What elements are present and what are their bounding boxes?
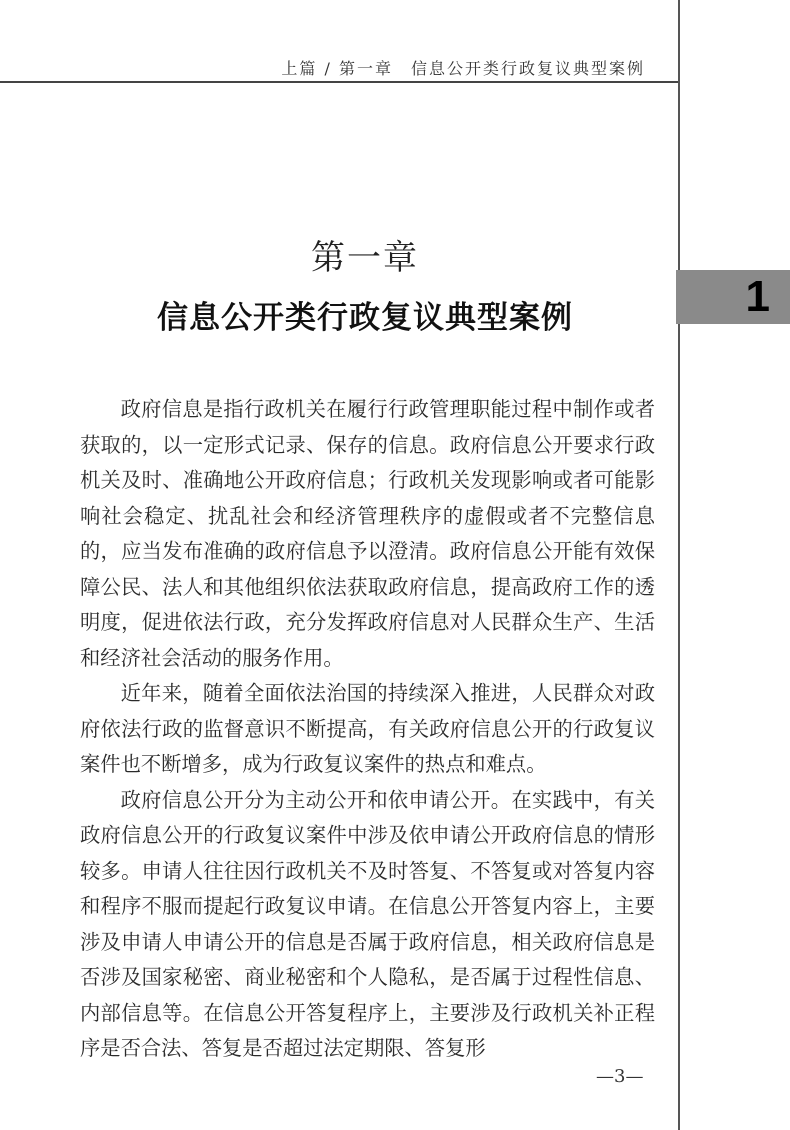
page-edge-line — [678, 0, 680, 1130]
chapter-label: 第一章 — [311, 238, 419, 278]
paragraph-3: 政府信息公开分为主动公开和依申请公开。在实践中，有关政府信息公开的行政复议案件中涉及依申请公开政府信息的情形较多。申请人往往因行政机关不及时答复、不答复或对答复内容和程序不服而提起行政复议申请。在信息公开答复内容上，主要涉及申请人申请公开的信息是否属于政府信息，相关政府信息是否涉及国家秘密、商业秘密和个人隐私，是否属于过程性信息、内部信息等。在信息公开答复程序上，主要涉及行政机关补正程序是否合法、答复是否超过法定期限、答复形 — [80, 787, 655, 1060]
page-number: —3— — [596, 1066, 644, 1087]
chapter-tab-number: 1 — [745, 272, 770, 321]
chapter-title: 信息公开类行政复议典型案例 — [157, 300, 573, 336]
paragraph-2: 近年来，随着全面依法治国的持续深入推进，人民群众对政府依法行政的监督意识不断提高，有关政府信息公开的行政复议案件也不断增多，成为行政复议案件的热点和难点。 — [80, 681, 655, 776]
body-text — [80, 392, 655, 1067]
paragraph-1: 政府信息是指行政机关在履行行政管理职能过程中制作或者获取的，以一定形式记录、保存的信息。政府信息公开要求行政机关及时、准确地公开政府信息；行政机关发现影响或者可能影响社会稳定、扰乱社会和经济管理秩序的虚假或者不完整信息的，应当发布准确的政府信息予以澄清。政府信息公开能有效保障公民、法人和其他组织依法获取政府信息，提高政府工作的透明度，促进依法行政，充分发挥政府信息对人民群众生产、生活和经济社会活动的服务作用。 — [80, 397, 655, 670]
running-header: 上篇 / 第一章 信息公开类行政复议典型案例 — [281, 59, 645, 78]
header-rule — [0, 81, 678, 83]
